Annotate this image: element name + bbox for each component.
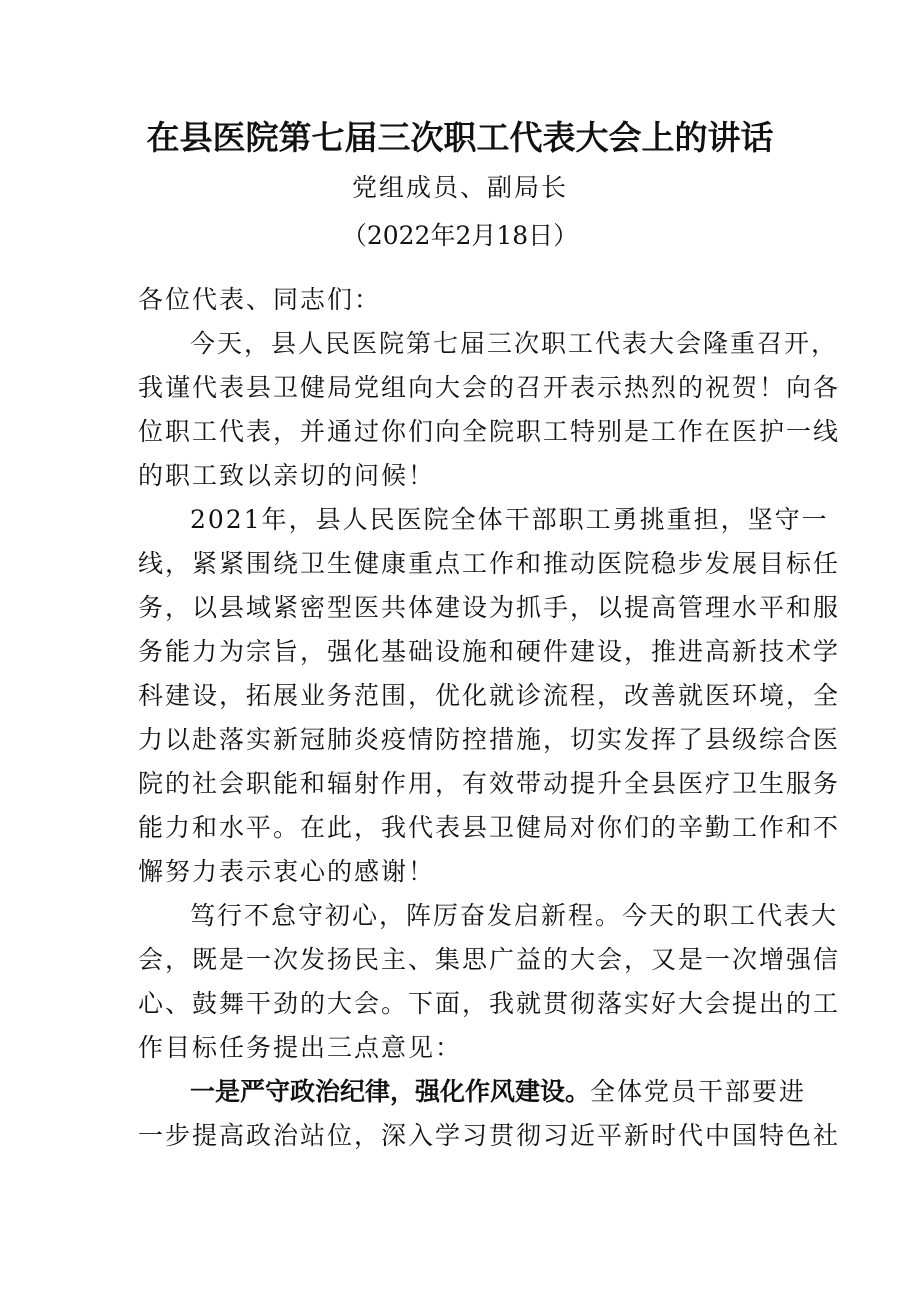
paragraph-line: 务，以县域紧密型医共体建设为抓手，以提高管理水平和服 — [138, 593, 841, 622]
speaker-role: 党组成员、副局长 — [351, 173, 568, 202]
salutation: 各位代表、同志们： — [138, 285, 382, 314]
page-title: 在县医院第七届三次职工代表大会上的讲话 — [146, 118, 774, 157]
paragraph-line: 位职工代表，并通过你们向全院职工特别是工作在医护一线 — [138, 417, 841, 446]
bold-heading: 一是严守政治纪律，强化作风建设。 — [190, 1077, 591, 1106]
paragraph-line: 的职工致以亲切的问候！ — [138, 461, 436, 490]
paragraph-line — [190, 1074, 807, 1110]
paragraph-line: 会，既是一次发扬民主、集思广益的大会，又是一次增强信 — [138, 945, 841, 974]
paragraph-line: 我谨代表县卫健局党组向大会的召开表示热烈的祝贺！向各 — [138, 373, 841, 402]
paragraph-line: 懈努力表示衷心的感谢！ — [138, 857, 436, 886]
paragraph-line: 线，紧紧围绕卫生健康重点工作和推动医院稳步发展目标任 — [138, 549, 841, 578]
speech-date: （2022年2月18日） — [341, 221, 579, 250]
paragraph-line: 务能力为宗旨，强化基础设施和硬件建设，推进高新技术学 — [138, 637, 841, 666]
paragraph-line: 今天，县人民医院第七届三次职工代表大会隆重召开， — [190, 329, 839, 358]
paragraph-line: 2021年，县人民医院全体干部职工勇挑重担，坚守一 — [190, 505, 829, 534]
paragraph-line: 作目标任务提出三点意见： — [138, 1033, 463, 1062]
paragraph-line: 能力和水平。在此，我代表县卫健局对你们的辛勤工作和不 — [138, 813, 841, 842]
paragraph-line: 院的社会职能和辐射作用，有效带动提升全县医疗卫生服务 — [138, 769, 841, 798]
paragraph-line: 科建设，拓展业务范围，优化就诊流程，改善就医环境，全 — [138, 681, 841, 710]
paragraph-line: 一步提高政治站位，深入学习贯彻习近平新时代中国特色社 — [138, 1121, 841, 1150]
paragraph-line: 力以赴落实新冠肺炎疫情防控措施，切实发挥了县级综合医 — [138, 725, 841, 754]
paragraph-line: 心、鼓舞干劲的大会。下面，我就贯彻落实好大会提出的工 — [138, 989, 841, 1018]
paragraph-line: 笃行不怠守初心，阵厉奋发启新程。今天的职工代表大 — [190, 901, 839, 930]
paragraph-text: 全体党员干部要进 — [590, 1077, 807, 1106]
